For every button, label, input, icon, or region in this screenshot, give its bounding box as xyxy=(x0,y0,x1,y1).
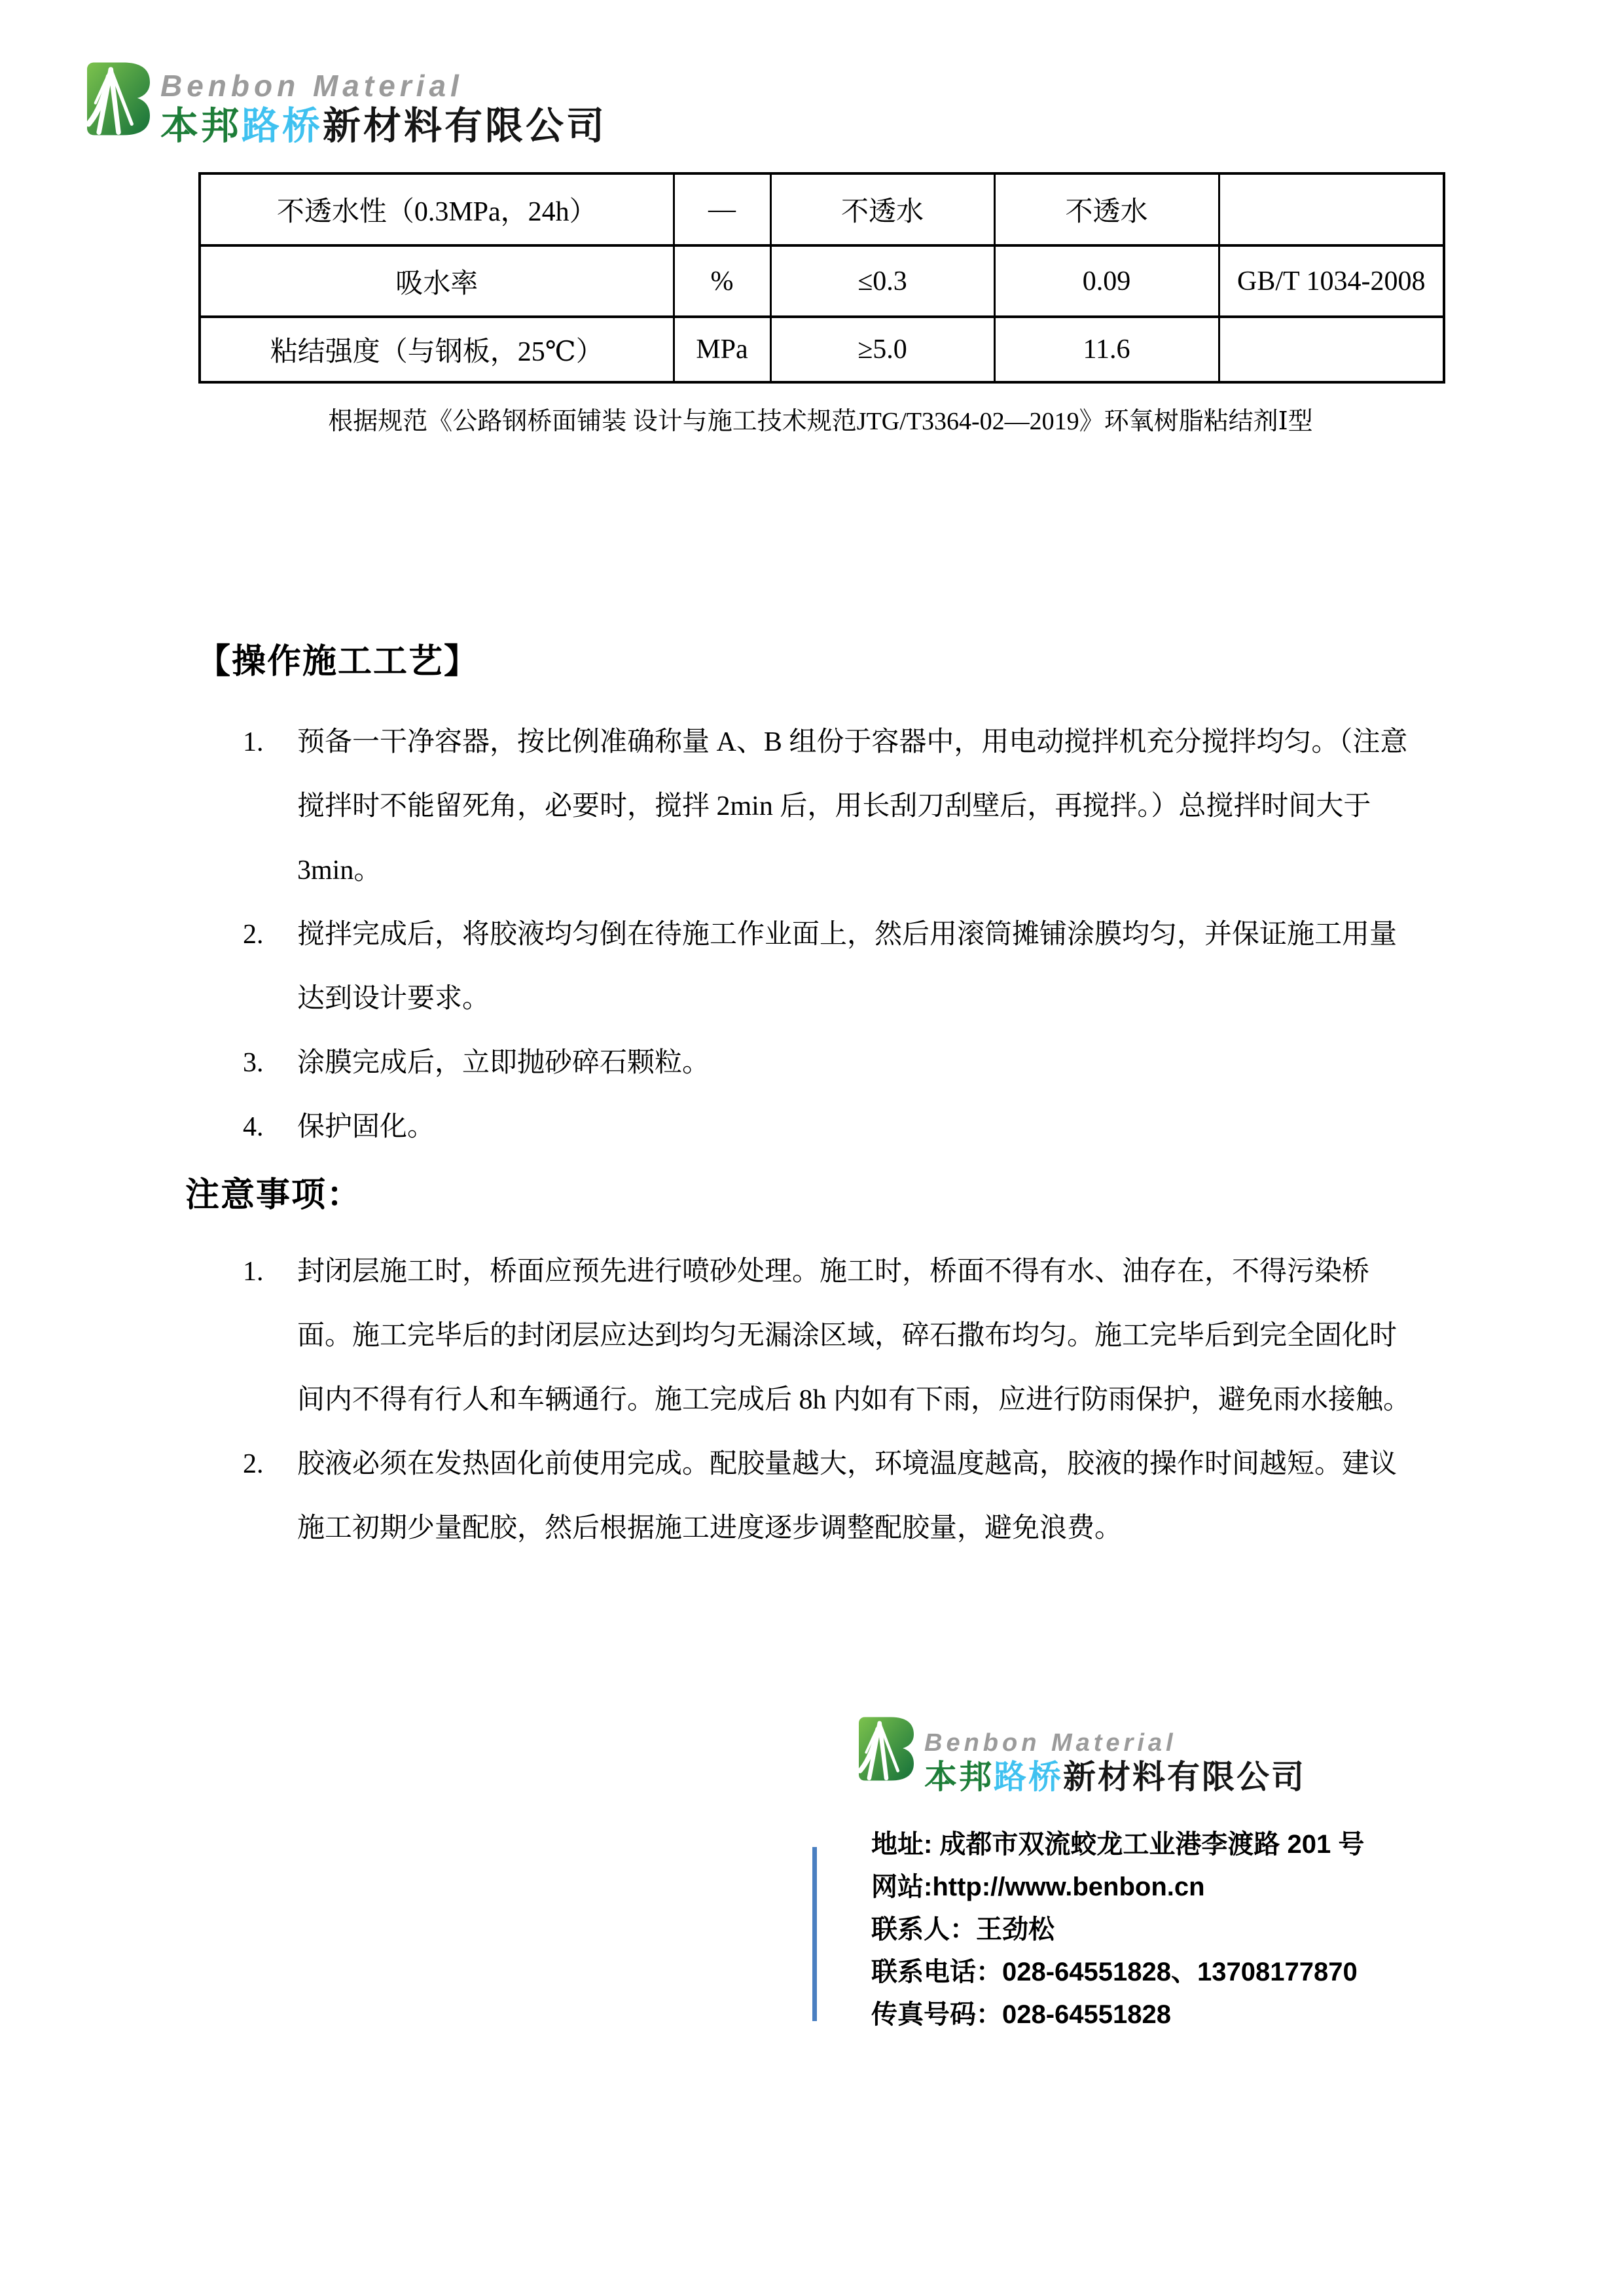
cell-standard-value: ≤0.3 xyxy=(770,245,994,317)
list-item xyxy=(243,903,1415,1031)
contact-person: 联系人：王劲松 xyxy=(871,1915,1055,1944)
contact-address: 地址: 成都市双流蛟龙工业港李渡路 201 号 xyxy=(871,1830,1365,1859)
contact-accent-rule xyxy=(812,1847,817,2021)
logo-text xyxy=(924,1713,1306,1793)
cell-test-method xyxy=(1219,317,1444,382)
spec-table xyxy=(198,172,1445,384)
contact-info xyxy=(871,1823,1434,2036)
list-item-number: 1. xyxy=(243,727,264,757)
cell-property: 吸水率 xyxy=(200,245,674,317)
table-row-bond-strength xyxy=(200,317,1444,382)
cell-property: 不透水性（0.3MPa，24h） xyxy=(200,173,674,245)
section-title-construction-process: 【操作施工工艺】 xyxy=(196,643,480,681)
list-item-number: 3. xyxy=(243,1048,264,1078)
cell-measured-value: 0.09 xyxy=(994,245,1219,317)
list-item-text: 封闭层施工时，桥面应预先进行喷砂处理。施工时，桥面不得有水、油存在，不得污染桥面。施工完毕后的封闭层应达到均匀无漏涂区域，碎石撒布均匀。施工完毕后到完全固化时间内不得有行人和车辆通行。施工完成后 8h 内如有下雨，应进行防雨保护，避免雨水接触。 xyxy=(297,1257,1411,1415)
logo-english-name: Benbon Material xyxy=(924,1729,1177,1757)
company-logo-bottom xyxy=(859,1713,1306,1793)
logo-chinese-name: 本邦路桥新材料有限公司 xyxy=(160,105,607,147)
cell-standard-value: ≥5.0 xyxy=(770,317,994,382)
cell-measured-value: 11.6 xyxy=(994,317,1219,382)
list-item-number: 4. xyxy=(243,1112,264,1142)
cell-unit: MPa xyxy=(674,317,770,382)
list-item xyxy=(243,1432,1415,1560)
precautions-list xyxy=(243,1240,1415,1560)
list-item-number: 2. xyxy=(243,920,264,950)
list-item-text: 涂膜完成后，立即抛砂碎石颗粒。 xyxy=(297,1048,710,1078)
cell-unit: — xyxy=(674,173,770,245)
contact-phone: 联系电话：028-64551828、13708177870 xyxy=(871,1958,1358,1986)
list-item xyxy=(243,1095,1415,1159)
list-item-number: 1. xyxy=(243,1257,264,1287)
contact-fax: 传真号码：028-64551828 xyxy=(871,2000,1172,2029)
list-item xyxy=(243,1240,1415,1432)
cell-test-method xyxy=(1219,173,1444,245)
cell-standard-value: 不透水 xyxy=(770,173,994,245)
benbon-bridge-leaf-icon xyxy=(87,59,150,142)
cell-measured-value: 不透水 xyxy=(994,173,1219,245)
table-caption: 根据规范《公路钢桥面铺装 设计与施工技术规范JTG/T3364-02—2019》环氧树脂粘结剂Ⅰ型 xyxy=(328,408,1313,435)
logo-text xyxy=(160,59,607,145)
cell-unit: % xyxy=(674,245,770,317)
contact-website: 网站:http://www.benbon.cn xyxy=(871,1873,1205,1901)
list-item-text: 预备一干净容器，按比例准确称量 A、B 组份于容器中，用电动搅拌机充分搅拌均匀。（注意搅拌时不能留死角，必要时，搅拌 2min 后，用长刮刀刮壁后，再搅拌。）总搅拌时间大于 3min。 xyxy=(297,727,1408,886)
benbon-bridge-leaf-icon xyxy=(859,1713,914,1787)
cell-property: 粘结强度（与钢板，25℃） xyxy=(200,317,674,382)
list-item xyxy=(243,1031,1415,1095)
list-item-text: 胶液必须在发热固化前使用完成。配胶量越大，环境温度越高，胶液的操作时间越短。建议施工初期少量配胶，然后根据施工进度逐步调整配胶量，避免浪费。 xyxy=(297,1449,1398,1543)
table-row-impermeability xyxy=(200,173,1444,245)
list-item-number: 2. xyxy=(243,1449,264,1479)
table-row-water-absorption xyxy=(200,245,1444,317)
list-item-text: 搅拌完成后，将胶液均匀倒在待施工作业面上，然后用滚筒摊铺涂膜均匀，并保证施工用量达到设计要求。 xyxy=(297,920,1398,1014)
cell-test-method: GB/T 1034-2008 xyxy=(1219,245,1444,317)
construction-process-list xyxy=(243,710,1415,1159)
section-title-precautions: 注意事项： xyxy=(185,1176,363,1214)
list-item-text: 保护固化。 xyxy=(297,1112,435,1142)
list-item xyxy=(243,710,1415,903)
company-logo-top xyxy=(87,59,607,145)
logo-chinese-name: 本邦路桥新材料有限公司 xyxy=(924,1759,1306,1795)
logo-english-name: Benbon Material xyxy=(160,69,463,103)
